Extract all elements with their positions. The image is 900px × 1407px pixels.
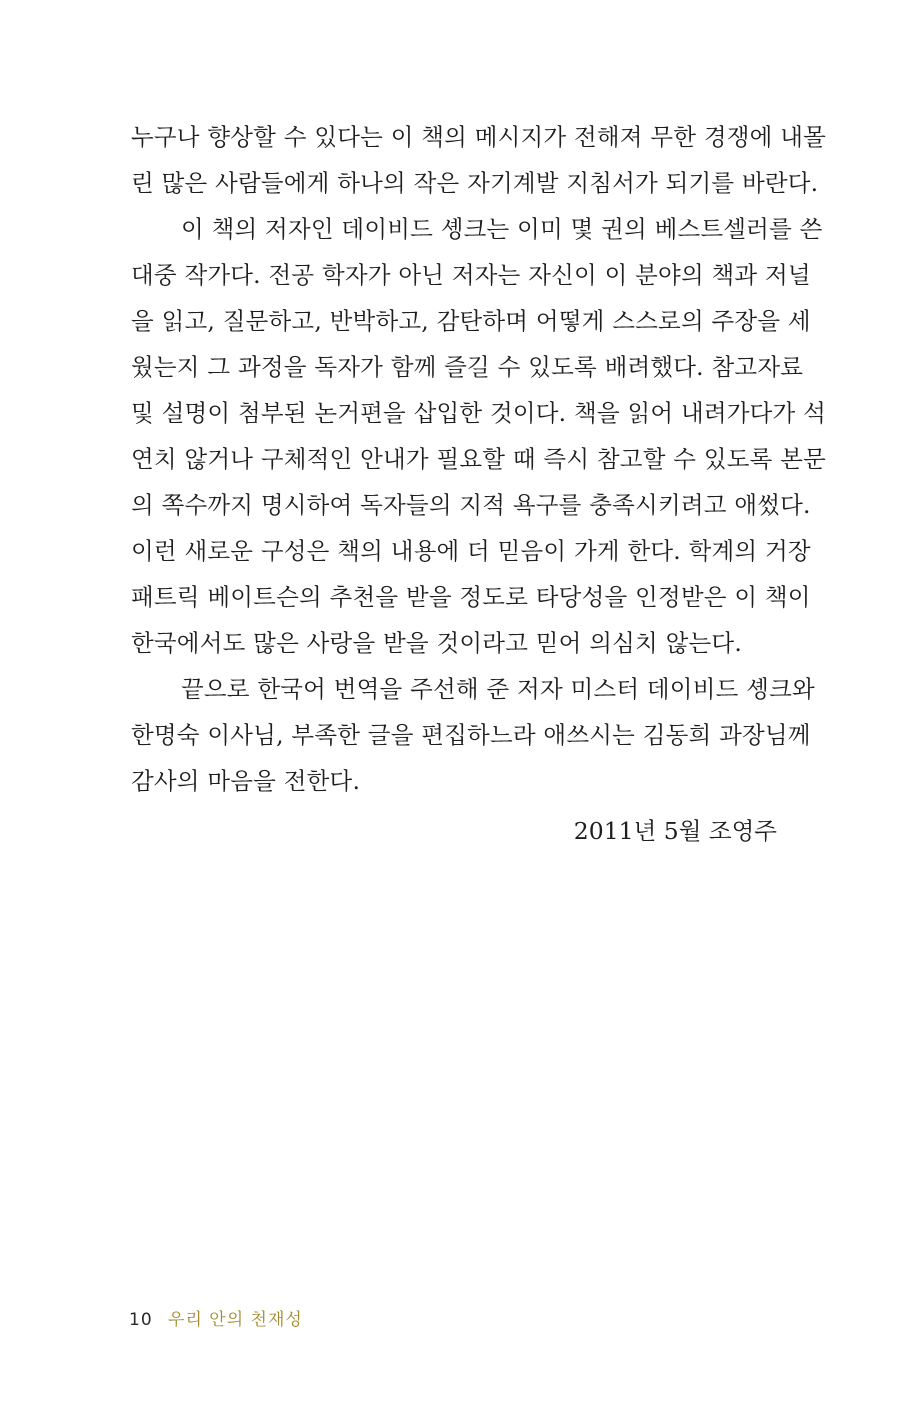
text-line: 이런 새로운 구성은 책의 내용에 더 믿음이 가게 한다. 학계의 거장 [131,537,811,565]
text-line: 한국에서도 많은 사랑을 받을 것이라고 믿어 의심치 않는다. [131,629,742,657]
text-line: 대중 작가다. 전공 학자가 아닌 저자는 자신이 이 분야의 책과 저널 [131,261,811,289]
text-line: 을 읽고, 질문하고, 반박하고, 감탄하며 어떻게 스스로의 주장을 세 [131,307,811,335]
page-number: 10 [129,1310,153,1330]
text-line: 끝으로 한국어 번역을 주선해 준 저자 미스터 데이비드 솅크와 [181,675,815,703]
text-line: 누구나 향상할 수 있다는 이 책의 메시지가 전해져 무한 경쟁에 내몰 [131,123,827,151]
text-line: 및 설명이 첨부된 논거편을 삽입한 것이다. 책을 읽어 내려가다가 석 [131,399,827,427]
running-book-title: 우리 안의 천재성 [168,1310,303,1330]
body-text [131,114,827,804]
page-footer [129,1308,303,1332]
text-line: 웠는지 그 과정을 독자가 함께 즐길 수 있도록 배려했다. 참고자료 [131,353,804,381]
text-line: 의 쪽수까지 명시하여 독자들의 지적 욕구를 충족시키려고 애썼다. [131,491,811,519]
text-line: 패트릭 베이트슨의 추천을 받을 정도로 타당성을 인정받은 이 책이 [131,583,811,611]
text-line: 린 많은 사람들에게 하나의 작은 자기계발 지침서가 되기를 바란다. [131,169,819,197]
text-line: 감사의 마음을 전한다. [131,767,361,795]
text-line: 한명숙 이사님, 부족한 글을 편집하느라 애쓰시는 김동희 과장님께 [131,721,811,749]
text-line: 이 책의 저자인 데이비드 솅크는 이미 몇 권의 베스트셀러를 쓴 [181,215,823,243]
signature-date: 2011년 5월 조영주 [573,817,777,845]
text-line: 연치 않거나 구체적인 안내가 필요할 때 즉시 참고할 수 있도록 본문 [131,445,827,473]
